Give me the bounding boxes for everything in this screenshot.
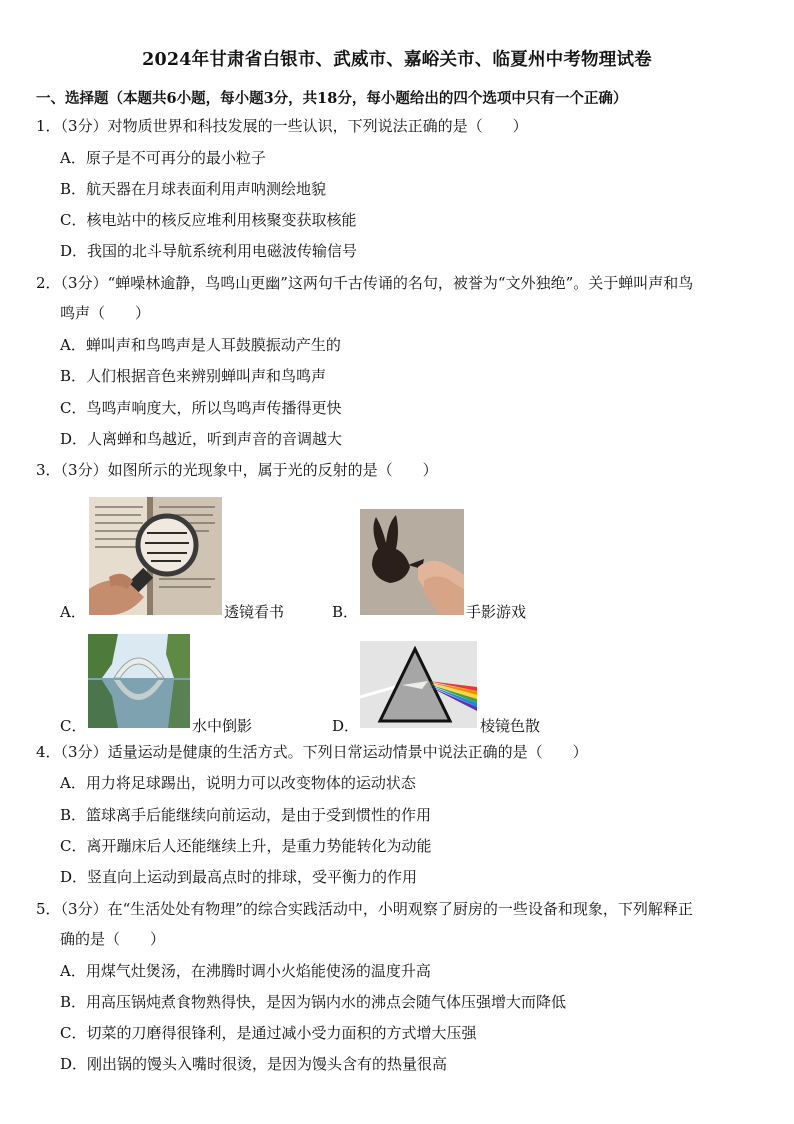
question-3-option-b-letter: B．	[332, 603, 359, 621]
magnifier-over-book-photo	[89, 497, 222, 615]
question-4-option-b: B．篮球离手后能继续向前运动，是由于受到惯性的作用	[60, 806, 432, 824]
question-4-option-c: C．离开蹦床后人还能继续上升，是重力势能转化为动能	[60, 837, 432, 855]
question-2-stem: 2．（3分）“蝉噪林逾静，鸟鸣山更幽”这两句千古传诵的名句，被誉为“文外独绝”。关于蝉叫声和鸟	[36, 274, 694, 292]
question-4-stem: 4．（3分）适量运动是健康的生活方式。下列日常运动情景中说法正确的是（ ）	[36, 743, 588, 761]
question-4-option-d: D．竖直向上运动到最高点时的排球，受平衡力的作用	[60, 868, 418, 886]
question-2-option-c: C．鸟鸣声响度大，所以鸟鸣声传播得更快	[60, 399, 342, 417]
question-3-option-c-caption: 水中倒影	[192, 717, 253, 735]
question-3-stem: 3．（3分）如图所示的光现象中，属于光的反射的是（ ）	[36, 461, 438, 479]
question-1-option-a: A．原子是不可再分的最小粒子	[60, 149, 266, 167]
question-2-option-b: B．人们根据音色来辨别蝉叫声和鸟鸣声	[60, 367, 327, 385]
page-title: 2024年甘肃省白银市、武威市、嘉峪关市、临夏州中考物理试卷	[142, 50, 652, 70]
question-3-option-d-letter: D．	[332, 717, 360, 735]
question-4-option-a: A．用力将足球踢出，说明力可以改变物体的运动状态	[60, 774, 416, 792]
question-1-option-c: C．核电站中的核反应堆利用核聚变获取核能	[60, 211, 357, 229]
question-5-option-c: C．切菜的刀磨得很锋利，是通过减小受力面积的方式增大压强	[60, 1024, 477, 1042]
question-1-option-d: D．我国的北斗导航系统利用电磁波传输信号	[60, 242, 358, 260]
question-3-option-b-caption: 手影游戏	[466, 603, 527, 621]
question-2-option-d: D．人离蝉和鸟越近，听到声音的音调越大	[60, 430, 343, 448]
hand-shadow-rabbit-photo	[360, 509, 464, 615]
question-3-option-c-letter: C．	[60, 717, 87, 735]
question-5-stem: 5．（3分）在“生活处处有物理”的综合实践活动中，小明观察了厨房的一些设备和现象，下列解释正	[36, 900, 693, 918]
arch-bridge-reflection-photo	[88, 634, 190, 728]
prism-dispersion-diagram	[360, 641, 477, 728]
question-3-option-a-letter: A．	[60, 603, 86, 621]
question-3-option-d-caption: 棱镜色散	[480, 717, 541, 735]
question-2-option-a: A．蝉叫声和鸟鸣声是人耳鼓膜振动产生的	[60, 336, 341, 354]
question-5-stem-continued: 确的是（ ）	[60, 930, 166, 948]
question-3-option-a-caption: 透镜看书	[224, 603, 285, 621]
question-5-option-d: D．刚出锅的馒头入嘴时很烫，是因为馒头含有的热量很高	[60, 1055, 448, 1073]
question-5-option-a: A．用煤气灶煲汤，在沸腾时调小火焰能使汤的温度升高	[60, 962, 431, 980]
question-2-stem-continued: 鸣声（ ）	[60, 304, 151, 322]
question-1-option-b: B．航天器在月球表面利用声呐测绘地貌	[60, 180, 327, 198]
question-5-option-b: B．用高压锅炖煮食物熟得快，是因为锅内水的沸点会随气体压强增大而降低	[60, 993, 567, 1011]
question-1-stem: 1．（3分）对物质世界和科技发展的一些认识，下列说法正确的是（ ）	[36, 117, 528, 135]
section-heading: 一、选择题（本题共6小题，每小题3分，共18分，每小题给出的四个选项中只有一个正确）	[36, 90, 628, 107]
